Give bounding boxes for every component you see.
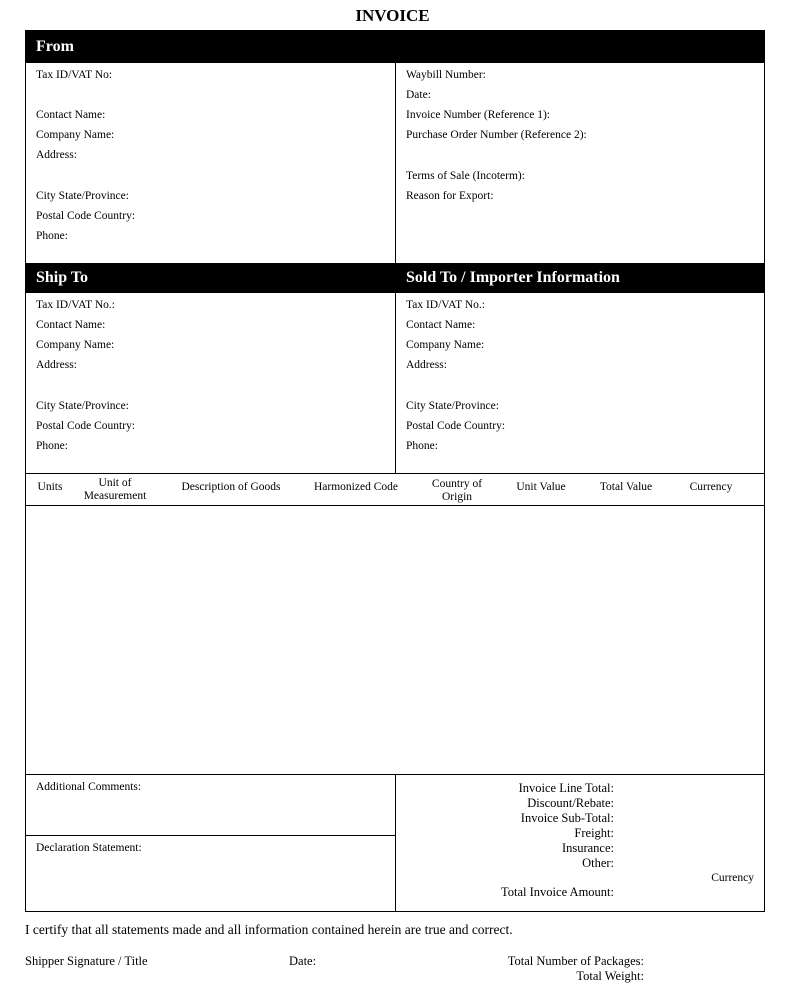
totals-currency-label: Currency [711,872,754,884]
invoice-number-label: Invoice Number (Reference 1): [406,109,550,121]
sold-phone-label: Phone: [406,440,438,452]
goods-table-body[interactable] [26,506,764,774]
invoice-subtotal-label: Invoice Sub-Total: [520,811,614,825]
from-contact-name-label: Contact Name: [36,109,106,121]
ship-phone-label: Phone: [36,440,68,452]
col-unit-value: Unit Value [516,481,566,493]
col-unit-of-measurement: Unit of Measurement [83,477,147,502]
terms-of-sale-label: Terms of Sale (Incoterm): [406,170,525,182]
sold-address-label: Address: [406,359,447,371]
ship-address-label: Address: [36,359,77,371]
page-title: INVOICE [355,6,430,25]
shipper-signature-label: Shipper Signature / Title [25,954,148,968]
table-top-rule [26,473,764,474]
additional-comments-label: Additional Comments: [36,781,142,793]
from-header-bar [26,31,764,63]
col-harmonized-code: Harmonized Code [314,481,398,493]
sold-contact-name-label: Contact Name: [406,319,476,331]
ship-to-header: Ship To [36,269,89,286]
totals-divider [395,774,396,911]
date-label: Date: [406,89,431,101]
from-divider [395,63,396,263]
ship-tax-id-label: Tax ID/VAT No.: [36,299,115,311]
insurance-label: Insurance: [561,841,614,855]
sold-postal-country-label: Postal Code Country: [406,420,506,432]
purchase-order-label: Purchase Order Number (Reference 2): [406,129,587,141]
total-packages-label: Total Number of Packages: [507,954,644,968]
ship-sold-header-bar [26,263,764,293]
certification-statement: I certify that all statements made and all information contained herein are true and correct. [25,922,513,937]
invoice-line-total-label: Invoice Line Total: [518,781,614,795]
sold-tax-id-label: Tax ID/VAT No.: [406,299,485,311]
sold-company-name-label: Company Name: [406,339,485,351]
waybill-number-label: Waybill Number: [406,69,486,81]
from-postal-country-label: Postal Code Country: [36,210,136,222]
footer-date-label: Date: [289,954,317,968]
total-weight-label: Total Weight: [576,969,644,983]
col-total-value: Total Value [599,481,653,493]
total-invoice-amount-label: Total Invoice Amount: [501,885,614,899]
sold-to-header: Sold To / Importer Information [406,269,620,286]
from-header: From [36,38,74,55]
col-country-of-origin: Country of Origin [431,478,483,503]
ship-sold-divider [395,293,396,473]
freight-label: Freight: [574,826,614,840]
comments-divider [26,835,395,836]
other-label: Other: [582,856,614,870]
ship-city-state-label: City State/Province: [36,400,129,412]
ship-postal-country-label: Postal Code Country: [36,420,136,432]
col-units: Units [37,481,63,493]
col-description: Description of Goods [181,481,281,493]
from-company-name-label: Company Name: [36,129,115,141]
declaration-statement-label: Declaration Statement: [36,842,142,854]
from-phone-label: Phone: [36,230,68,242]
invoice-form [25,30,765,912]
from-city-state-label: City State/Province: [36,190,129,202]
ship-contact-name-label: Contact Name: [36,319,106,331]
ship-company-name-label: Company Name: [36,339,115,351]
sold-city-state-label: City State/Province: [406,400,499,412]
from-tax-id-label: Tax ID/VAT No: [36,69,113,81]
from-address-label: Address: [36,149,77,161]
discount-rebate-label: Discount/Rebate: [527,796,614,810]
col-currency: Currency [689,481,733,493]
reason-for-export-label: Reason for Export: [406,190,494,202]
